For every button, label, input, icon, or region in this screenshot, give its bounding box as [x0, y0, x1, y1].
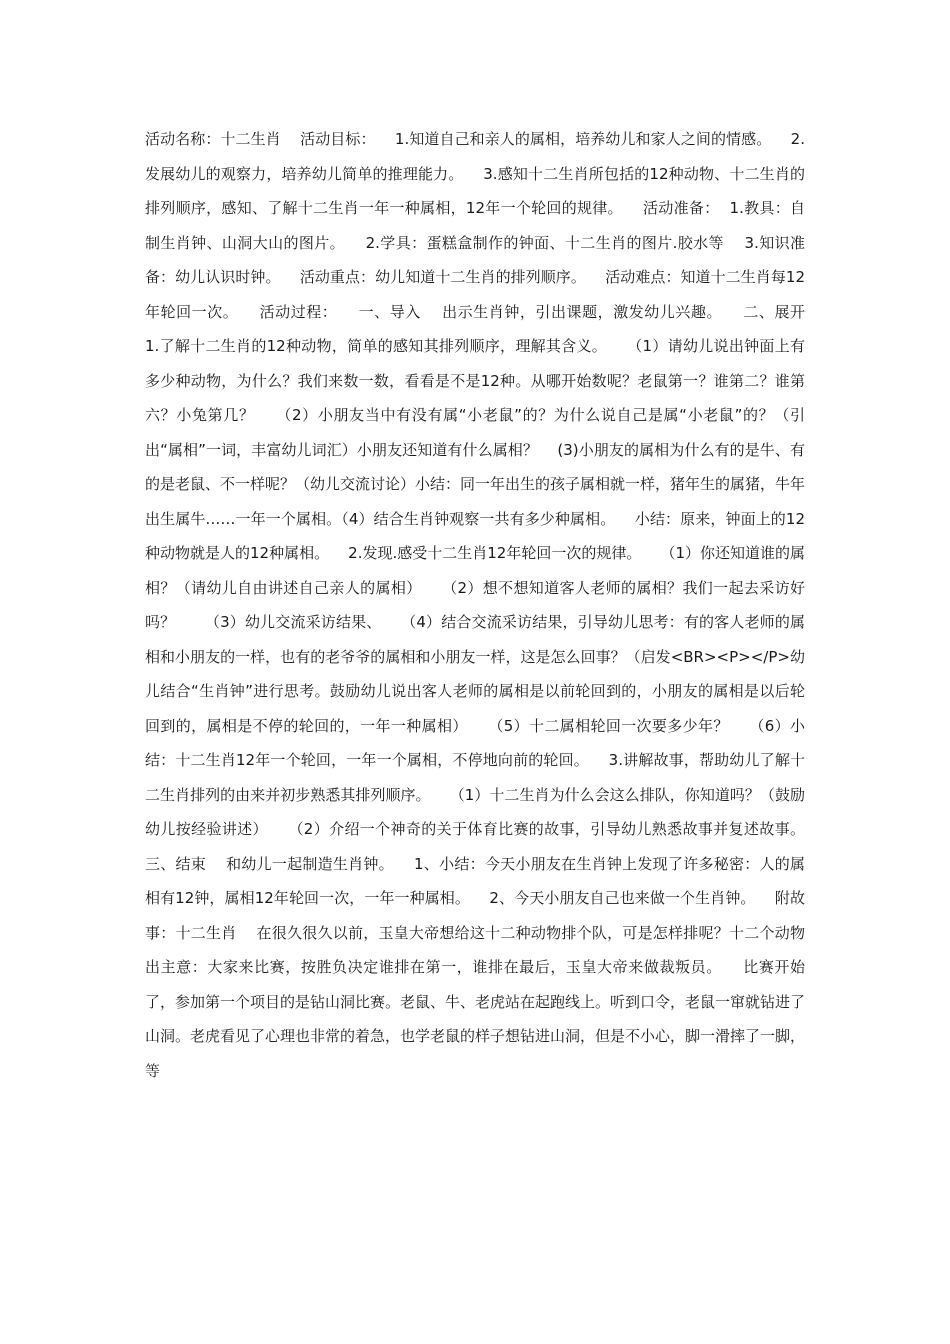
document-body-text: 活动名称：十二生肖 活动目标： 1.知道自己和亲人的属相，培养幼儿和家人之间的情感。 2.发展幼儿的观察力，培养幼儿简单的推理能力。 3.感知十二生肖所包括的12种动物、十二生肖的排列顺序，感知、了解十二生肖一年一种属相，12年一个轮回的规律。 活动准备： 1.教具：自制生肖钟、山洞大山的图片。 2.学具：蛋糕盒制作的钟面、十二生肖的图片.胶水等 3.知识准备：幼儿认识时钟。 活动重点：幼儿知道十二生肖的排列顺序。 活动难点：知道十二生肖每12年轮回一次。 活动过程： 一、导入 出示生肖钟，引出课题，激发幼儿兴趣。 二、展开 1.了解十二生肖的12种动物，简单的感知其排列顺序，理解其含义。 （1）请幼儿说出钟面上有多少种动物，为什么？我们来数一数，看看是不是12种。从哪开始数呢？老鼠第一？谁第二？谁第六？小兔第几？ （2）小朋友当中有没有属“小老鼠”的？为什么说自己是属“小老鼠”的？（引出“属相”一词，丰富幼儿词汇）小朋友还知道有什么属相？ (3)小朋友的属相为什么有的是牛、有的是老鼠、不一样呢？（幼儿交流讨论）小结：同一年出生的孩子属相就一样，猪年生的属猪，牛年出生属牛……一年一个属相。（4）结合生肖钟观察一共有多少种属相。 小结：原来，钟面上的12种动物就是人的12种属相。 2.发现.感受十二生肖12年轮回一次的规律。 （1）你还知道谁的属相？（请幼儿自由讲述自己亲人的属相） （2）想不想知道客人老师的属相？我们一起去采访好吗？ （3）幼儿交流采访结果、 （4）结合交流采访结果，引导幼儿思考：有的客人老师的属相和小朋友的一样，也有的老爷爷的属相和小朋友一样，这是怎么回事？（启发<BR><P></P>幼儿结合“生肖钟”进行思考。鼓励幼儿说出客人老师的属相是以前轮回到的，小朋友的属相是以后轮回到的，属相是不停的轮回的，一年一种属相） （5）十二属相轮回一次要多少年？ （6）小结：十二生肖12年一个轮回，一年一个属相，不停地向前的轮回。 3.讲解故事，帮助幼儿了解十二生肖排列的由来并初步熟悉其排列顺序。 （1）十二生肖为什么会这么排队，你知道吗？（鼓励幼儿按经验讲述） （2）介绍一个神奇的关于体育比赛的故事，引导幼儿熟悉故事并复述故事。 三、结束 和幼儿一起制造生肖钟。 1、小结：今天小朋友在生肖钟上发现了许多秘密：人的属相有12钟，属相12年轮回一次，一年一种属相。 2、今天小朋友自己也来做一个生肖钟。 附故事：十二生肖 在很久很久以前，玉皇大帝想给这十二种动物排个队，可是怎样排呢？十二个动物出主意：大家来比赛，按胜负决定谁排在第一，谁排在最后，玉皇大帝来做裁叛员。 比赛开始了，参加第一个项目的是钻山洞比赛。老鼠、牛、老虎站在起跑线上。听到口令，老鼠一窜就钻进了山洞。老虎看见了心理也非常的着急，也学老鼠的样子想钻进山洞，但是不小心，脚一滑摔了一脚，等 — [145, 130, 825, 1080]
